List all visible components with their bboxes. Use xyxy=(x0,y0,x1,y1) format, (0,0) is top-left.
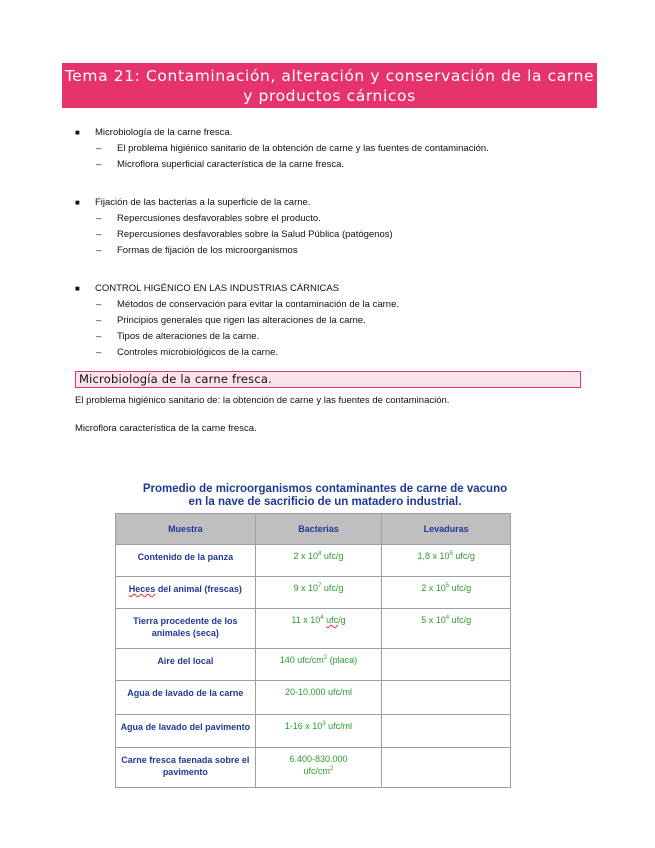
outline-sub-item-label: El problema higiénico sanitario de la obtención de carne y las fuentes de contaminación. xyxy=(117,143,489,154)
bacteria-cell: 140 ufc/$cm^2$ (placa) xyxy=(255,649,382,681)
bacteria-cell: 1-16 x $10^3$ ufc/ml xyxy=(255,715,382,748)
outline-sub-item xyxy=(75,141,595,157)
outline-bullet xyxy=(75,125,595,141)
table-header-row xyxy=(116,514,511,545)
outline-bullet xyxy=(75,195,595,211)
outline-sub-item-label: Repercusiones desfavorables sobre la Salud Pública (patógenos) xyxy=(117,229,393,240)
outline-sub-item-label: Tipos de alteraciones de la carne. xyxy=(117,331,260,342)
column-header: Levaduras xyxy=(382,514,511,545)
bacteria-cell: 6.400-830.000 ufc/$cm^2$ xyxy=(255,748,382,788)
section-heading: Microbiología de la carne fresca. xyxy=(75,371,581,388)
yeast-cell xyxy=(382,715,511,748)
table-row xyxy=(116,545,511,577)
outline-sub-item xyxy=(75,243,595,259)
table-row xyxy=(116,715,511,748)
table-caption xyxy=(105,483,545,509)
table-row xyxy=(116,577,511,609)
table-row xyxy=(116,748,511,788)
table-row xyxy=(116,609,511,649)
dash-icon: – xyxy=(96,315,102,326)
yeast-cell: 5 x $10^4$ ufc/g xyxy=(382,609,511,649)
yeast-cell xyxy=(382,748,511,788)
spellcheck-underline: Heces xyxy=(128,584,156,594)
square-bullet-icon: ■ xyxy=(75,284,80,293)
square-bullet-icon: ■ xyxy=(75,198,80,207)
bacteria-cell: 2 x $10^8$ ufc/g xyxy=(255,545,382,577)
sample-cell: Tierra procedente de los animales (seca) xyxy=(116,609,256,649)
bacteria-cell: 11 x $10^4$ ufc/g xyxy=(255,609,382,649)
outline-sub-item-label: Microflora superficial característica de la carne fresca. xyxy=(117,159,345,170)
dash-icon: – xyxy=(96,347,102,358)
dash-icon: – xyxy=(96,331,102,342)
yeast-cell xyxy=(382,681,511,715)
sample-cell: Agua de lavado del pavimento xyxy=(116,715,256,748)
table-row xyxy=(116,681,511,715)
microorganism-table xyxy=(115,513,511,788)
square-bullet-icon: ■ xyxy=(75,128,80,137)
table-caption-line: Promedio de microorganismos contaminantes de carne de vacuno xyxy=(142,483,508,495)
table-row xyxy=(116,649,511,681)
dash-icon: – xyxy=(96,299,102,310)
column-header: Bacterias xyxy=(255,514,382,545)
yeast-cell xyxy=(382,649,511,681)
outline-sub-item xyxy=(75,345,595,361)
outline-sub-item-label: Controles microbiológicos de la carne. xyxy=(117,347,279,358)
bacteria-cell: 9 x $10^7$ ufc/g xyxy=(255,577,382,609)
outline-sub-item-label: Formas de fijación de los microorganismos xyxy=(117,245,298,256)
bacteria-cell: 20-10.000 ufc/ml xyxy=(255,681,382,715)
dash-icon: – xyxy=(96,213,102,224)
topic-outline xyxy=(75,125,595,383)
section-paragraph: Microflora característica de la carne fresca. xyxy=(75,423,257,434)
dash-icon: – xyxy=(96,143,102,154)
dash-icon: – xyxy=(96,245,102,256)
outline-group-fixation xyxy=(75,195,595,259)
section-paragraph: El problema higiénico sanitario de: la obtención de carne y las fuentes de contaminación. xyxy=(75,395,450,406)
outline-sub-item xyxy=(75,211,595,227)
outline-sub-item-label: Repercusiones desfavorables sobre el producto. xyxy=(117,213,321,224)
outline-sub-item-label: Principios generales que rigen las alteraciones de la carne. xyxy=(117,315,366,326)
column-header: Muestra xyxy=(116,514,256,545)
sample-cell: Contenido de la panza xyxy=(116,545,256,577)
outline-sub-item xyxy=(75,227,595,243)
yeast-cell: 1,8 x $10^5$ ufc/g xyxy=(382,545,511,577)
outline-sub-item xyxy=(75,313,595,329)
page-title: Tema 21: Contaminación, alteración y conservación de la carne y productos cárnicos xyxy=(62,63,597,108)
spellcheck-underline: ufc xyxy=(326,615,339,625)
sample-cell: Carne fresca faenada sobre el pavimento xyxy=(116,748,256,788)
outline-sub-item xyxy=(75,297,595,313)
table-caption-line: en la nave de sacrificio de un matadero industrial. xyxy=(188,496,462,508)
outline-bullet xyxy=(75,281,595,297)
outline-sub-item xyxy=(75,329,595,345)
outline-sub-item-label: Métodos de conservación para evitar la contaminación de la carne. xyxy=(117,299,399,310)
sample-cell: Agua de lavado de la carne xyxy=(116,681,256,715)
sample-cell: Heces del animal (frescas) xyxy=(116,577,256,609)
dash-icon: – xyxy=(96,229,102,240)
dash-icon: – xyxy=(96,159,102,170)
outline-group-hygiene-control xyxy=(75,281,595,361)
outline-sub-item xyxy=(75,157,595,173)
outline-bullet-label: Fijación de las bacterias a la superficie de la carne. xyxy=(95,197,311,208)
sample-cell: Aire del local xyxy=(116,649,256,681)
outline-bullet-label: CONTROL HIGÉNICO EN LAS INDUSTRIAS CÁRNICAS xyxy=(95,283,340,294)
outline-group-microbiology xyxy=(75,125,595,173)
outline-bullet-label: Microbiología de la carne fresca. xyxy=(95,127,233,138)
yeast-cell: 2 x $10^5$ ufc/g xyxy=(382,577,511,609)
